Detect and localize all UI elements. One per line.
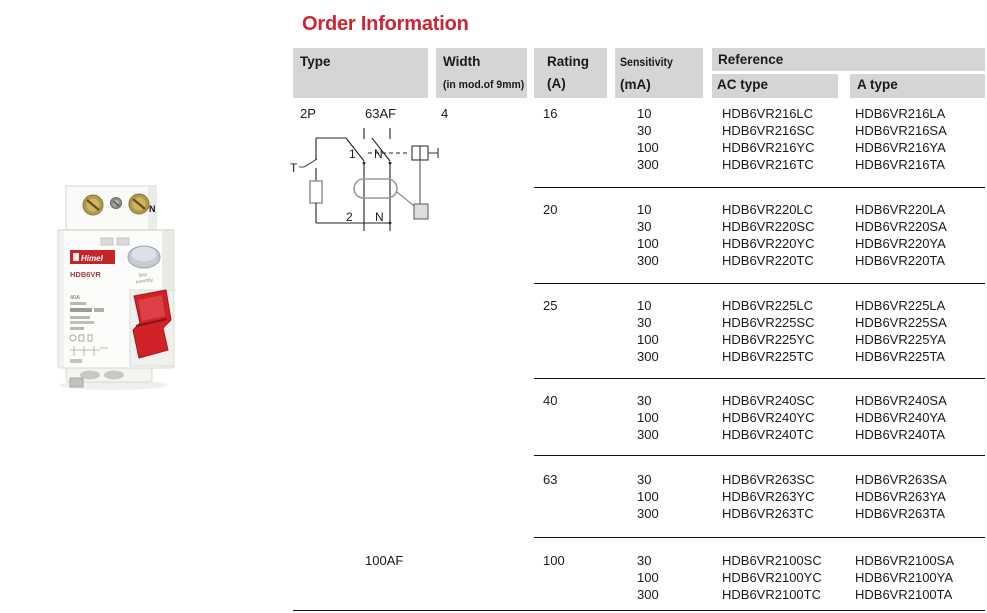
reference-a-code: HDB6VR216YA bbox=[855, 140, 946, 155]
reference-a-code: HDB6VR220SA bbox=[855, 219, 947, 234]
type-poles: 2P bbox=[300, 106, 316, 121]
reference-ac-code: HDB6VR225TC bbox=[722, 349, 814, 364]
n-terminal-label: N bbox=[149, 204, 156, 214]
sensitivity-value: 10 bbox=[637, 106, 652, 121]
svg-text:Test: Test bbox=[137, 272, 148, 280]
type-cell bbox=[293, 538, 436, 610]
brand-logo bbox=[70, 250, 115, 264]
width-cell bbox=[436, 379, 534, 456]
sensitivity-value: 100 bbox=[637, 332, 659, 347]
type-cell bbox=[293, 284, 436, 379]
sensitivity-value: 30 bbox=[637, 393, 652, 408]
type-frame: 100AF bbox=[365, 553, 404, 568]
reference-a-code: HDB6VR220YA bbox=[855, 236, 946, 251]
rating-group bbox=[293, 284, 985, 379]
reference-ac-code: HDB6VR220TC bbox=[722, 253, 814, 268]
reference-a-code: HDB6VR216TA bbox=[855, 157, 946, 172]
a-type-list bbox=[850, 392, 985, 443]
rating-group bbox=[293, 456, 985, 538]
reference-a-code: HDB6VR263SA bbox=[855, 472, 947, 487]
svg-text:Himel: Himel bbox=[81, 254, 103, 263]
svg-text:40A: 40A bbox=[70, 295, 81, 301]
col-header-ac-type: AC type bbox=[712, 74, 838, 98]
col-header-rating: Rating (A) bbox=[534, 48, 607, 98]
wiring-diagram bbox=[288, 122, 448, 234]
sensitivity-value: 300 bbox=[637, 349, 659, 364]
reference-a-code: HDB6VR263TA bbox=[855, 506, 946, 521]
reference-ac-code: HDB6VR225LC bbox=[722, 298, 814, 313]
reference-a-code: HDB6VR240YA bbox=[855, 410, 946, 425]
type-cell bbox=[293, 379, 436, 456]
rating-value: 100 bbox=[543, 553, 565, 568]
diagram-pole1-label: 1 bbox=[349, 147, 356, 161]
width-cell bbox=[436, 538, 534, 610]
reference-ac-code: HDB6VR240SC bbox=[722, 393, 815, 408]
sensitivity-value: 30 bbox=[637, 553, 652, 568]
diagram-test-label: T bbox=[290, 161, 298, 175]
rating-value: 63 bbox=[543, 472, 558, 487]
diagram-polen-label: N bbox=[374, 147, 383, 161]
sensitivity-value: 100 bbox=[637, 570, 659, 585]
ac-type-list bbox=[712, 297, 850, 365]
ac-type-list bbox=[712, 105, 850, 173]
reference-a-code: HDB6VR225YA bbox=[855, 332, 946, 347]
col-header-sensitivity: Sensitivity (mA) bbox=[615, 48, 703, 98]
test-button bbox=[128, 246, 160, 268]
terminal-screw-center bbox=[111, 198, 122, 209]
reference-a-code: HDB6VR225TA bbox=[855, 349, 946, 364]
a-type-list bbox=[850, 201, 985, 269]
reference-ac-code: HDB6VR216SC bbox=[722, 123, 815, 138]
reference-ac-code: HDB6VR216TC bbox=[722, 157, 814, 172]
width-cell: 4 bbox=[441, 106, 449, 121]
reference-ac-code: HDB6VR263SC bbox=[722, 472, 815, 487]
reference-ac-code: HDB6VR240YC bbox=[722, 410, 815, 425]
sensitivity-value: 300 bbox=[637, 157, 659, 172]
reference-a-code: HDB6VR216SA bbox=[855, 123, 947, 138]
ac-type-list bbox=[712, 552, 850, 603]
col-header-width: Width (in mod.of 9mm) bbox=[436, 48, 527, 98]
sensitivity-list bbox=[615, 471, 712, 522]
col-header-type: Type bbox=[293, 48, 428, 98]
diagram-polen2-label: N bbox=[375, 210, 384, 224]
reference-ac-code: HDB6VR2100SC bbox=[722, 553, 822, 568]
reference-ac-code: HDB6VR216LC bbox=[722, 106, 814, 121]
reference-ac-code: HDB6VR216YC bbox=[722, 140, 815, 155]
sensitivity-value: 10 bbox=[637, 202, 652, 217]
reference-ac-code: HDB6VR225YC bbox=[722, 332, 815, 347]
reference-ac-code: HDB6VR263YC bbox=[722, 489, 815, 504]
reference-a-code: HDB6VR2100TA bbox=[855, 587, 953, 602]
sensitivity-value: 300 bbox=[637, 427, 659, 442]
reference-ac-code: HDB6VR220LC bbox=[722, 202, 814, 217]
rcd-breaker-image bbox=[50, 180, 185, 392]
reference-a-code: HDB6VR225LA bbox=[855, 298, 946, 313]
reference-ac-code: HDB6VR220YC bbox=[722, 236, 815, 251]
order-information-table bbox=[290, 48, 985, 611]
rating-value: 40 bbox=[543, 393, 558, 408]
reference-ac-code: HDB6VR220SC bbox=[722, 219, 815, 234]
a-type-list bbox=[850, 105, 985, 173]
rating-value: 20 bbox=[543, 202, 558, 217]
sensitivity-list bbox=[615, 201, 712, 269]
sensitivity-list bbox=[615, 297, 712, 365]
table-header bbox=[293, 48, 985, 98]
reference-a-code: HDB6VR220TA bbox=[855, 253, 946, 268]
reference-ac-code: HDB6VR263TC bbox=[722, 506, 814, 521]
sensitivity-value: 300 bbox=[637, 253, 659, 268]
sensitivity-list bbox=[615, 552, 712, 603]
sensitivity-value: 10 bbox=[637, 298, 652, 313]
ac-type-list bbox=[712, 201, 850, 269]
width-cell bbox=[436, 456, 534, 538]
reference-a-code: HDB6VR2100SA bbox=[855, 553, 954, 568]
reference-ac-code: HDB6VR225SC bbox=[722, 315, 815, 330]
page-title: Order Information bbox=[302, 13, 469, 35]
sensitivity-list bbox=[615, 392, 712, 443]
terminal-screw-left bbox=[83, 195, 103, 215]
sensitivity-value: 30 bbox=[637, 219, 652, 234]
reference-a-code: HDB6VR2100YA bbox=[855, 570, 954, 585]
a-type-list bbox=[850, 297, 985, 365]
sensitivity-value: 100 bbox=[637, 140, 659, 155]
width-cell bbox=[436, 188, 534, 284]
sensitivity-value: 30 bbox=[637, 472, 652, 487]
rating-value: 25 bbox=[543, 298, 558, 313]
rating-value: 16 bbox=[543, 106, 558, 121]
ac-type-list bbox=[712, 392, 850, 443]
sensitivity-value: 100 bbox=[637, 489, 659, 504]
type-frame: 63AF bbox=[365, 106, 397, 121]
reference-ac-code: HDB6VR2100TC bbox=[722, 587, 821, 602]
sensitivity-value: 300 bbox=[637, 587, 659, 602]
width-cell bbox=[436, 284, 534, 379]
reference-a-code: HDB6VR220LA bbox=[855, 202, 946, 217]
sensitivity-value: 100 bbox=[637, 410, 659, 425]
reference-a-code: HDB6VR216LA bbox=[855, 106, 946, 121]
switch-handle bbox=[133, 290, 171, 358]
col-header-reference: Reference AC type A type bbox=[712, 48, 985, 98]
terminal-screw-right bbox=[129, 194, 149, 214]
reference-ac-code: HDB6VR2100YC bbox=[722, 570, 822, 585]
a-type-list bbox=[850, 471, 985, 522]
model-label: HDB6VR bbox=[70, 270, 101, 279]
svg-text:monthly: monthly bbox=[135, 277, 154, 286]
col-header-a-type: A type bbox=[850, 74, 985, 98]
reference-a-code: HDB6VR240TA bbox=[855, 427, 946, 442]
ac-type-list bbox=[712, 471, 850, 522]
reference-a-code: HDB6VR263YA bbox=[855, 489, 946, 504]
sensitivity-value: 100 bbox=[637, 236, 659, 251]
sensitivity-list bbox=[615, 105, 712, 173]
rating-group bbox=[293, 538, 985, 610]
product-photo bbox=[50, 180, 185, 392]
diagram-pole2-label: 2 bbox=[346, 210, 353, 224]
reference-a-code: HDB6VR225SA bbox=[855, 315, 947, 330]
sensitivity-value: 30 bbox=[637, 315, 652, 330]
table-body bbox=[290, 98, 985, 611]
sensitivity-value: 300 bbox=[637, 506, 659, 521]
rating-group bbox=[293, 379, 985, 456]
reference-a-code: HDB6VR240SA bbox=[855, 393, 947, 408]
sensitivity-value: 30 bbox=[637, 123, 652, 138]
reference-ac-code: HDB6VR240TC bbox=[722, 427, 814, 442]
a-type-list bbox=[850, 552, 985, 603]
type-cell bbox=[293, 456, 436, 538]
